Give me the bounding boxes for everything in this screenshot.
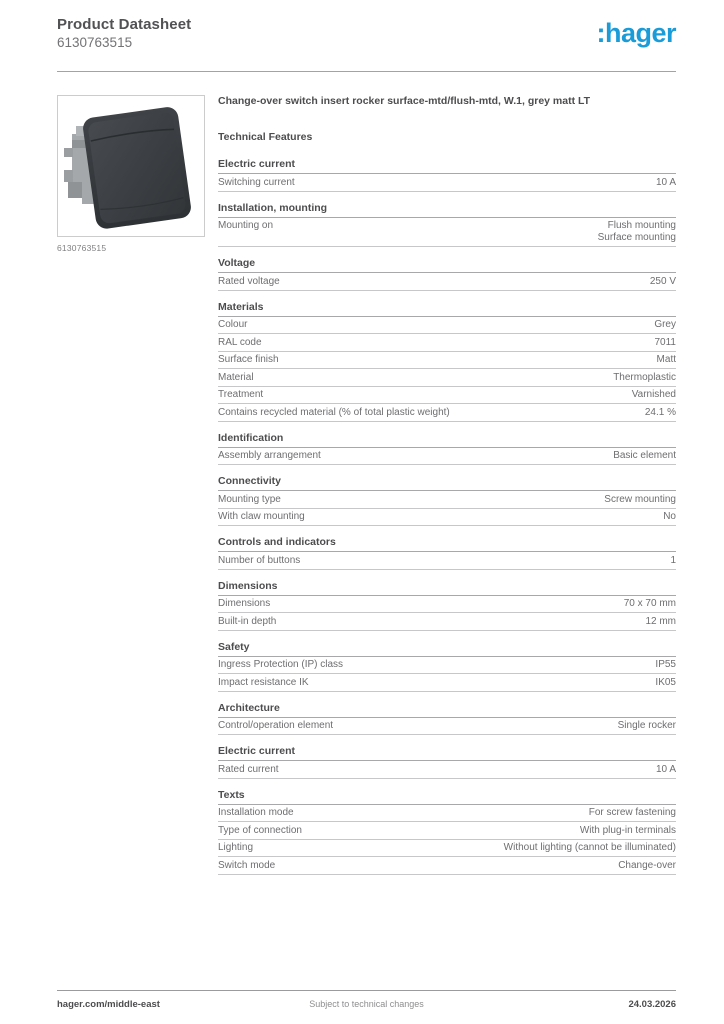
spec-label: Mounting on — [218, 220, 274, 232]
spec-row — [218, 352, 676, 370]
footer-website-link[interactable]: hager.com/middle-east — [57, 999, 160, 1010]
spec-value-line: Screw mounting — [604, 493, 676, 505]
spec-section-title: Identification — [218, 432, 676, 448]
page-footer — [57, 990, 676, 1010]
product-title: Change-over switch insert rocker surface-mtd/flush-mtd, W.1, grey matt LT — [218, 95, 591, 107]
hager-logo: :hager — [596, 18, 676, 48]
spec-value-line: With plug-in terminals — [579, 824, 676, 836]
spec-value — [580, 825, 676, 837]
footer-date: 24.03.2026 — [628, 999, 676, 1010]
spec-value — [650, 276, 676, 288]
spec-label: Switching current — [218, 176, 295, 188]
spec-section-title: Dimensions — [218, 580, 676, 596]
spec-row — [218, 657, 676, 675]
spec-value-line: 10 A — [655, 176, 676, 188]
spec-value — [654, 319, 676, 331]
spec-row — [218, 761, 676, 779]
spec-label: Contains recycled material (% of total plastic weight) — [218, 406, 450, 418]
spec-value — [604, 494, 676, 506]
spec-value — [632, 389, 676, 401]
spec-label: Switch mode — [218, 859, 276, 871]
spec-label: With claw mounting — [218, 511, 305, 523]
spec-row — [218, 857, 676, 875]
spec-label: Impact resistance IK — [218, 676, 309, 688]
spec-value-line: Varnished — [631, 389, 676, 401]
spec-section-title: Installation, mounting — [218, 202, 676, 218]
spec-value — [654, 337, 676, 349]
spec-row — [218, 334, 676, 352]
spec-section — [218, 536, 676, 570]
spec-row — [218, 509, 676, 527]
spec-label: Surface finish — [218, 354, 279, 366]
spec-row — [218, 822, 676, 840]
header-titles — [57, 16, 191, 50]
spec-value-line: 70 x 70 mm — [623, 598, 676, 610]
spec-section-title: Materials — [218, 301, 676, 317]
spec-row — [218, 369, 676, 387]
main-content — [57, 95, 676, 885]
technical-table — [218, 158, 676, 875]
spec-row — [218, 674, 676, 692]
spec-section — [218, 745, 676, 779]
spec-value — [657, 354, 676, 366]
page-header — [57, 16, 676, 50]
spec-row — [218, 718, 676, 736]
spec-label: Mounting type — [218, 493, 281, 505]
spec-value-line: Thermoplastic — [613, 371, 676, 383]
specification-column — [218, 95, 676, 885]
spec-value-line: 12 mm — [645, 615, 676, 627]
spec-row — [218, 218, 676, 248]
footer-row — [57, 999, 676, 1010]
spec-section-title: Safety — [218, 641, 676, 657]
spec-row — [218, 491, 676, 509]
spec-section-title: Controls and indicators — [218, 536, 676, 552]
spec-value — [618, 860, 676, 872]
spec-value-line: 7011 — [654, 336, 676, 348]
spec-section — [218, 158, 676, 192]
spec-section — [218, 475, 676, 526]
spec-label: Assembly arrangement — [218, 450, 321, 462]
spec-value — [645, 616, 676, 628]
spec-row — [218, 448, 676, 466]
spec-section — [218, 301, 676, 422]
spec-section-title: Electric current — [218, 158, 676, 174]
spec-section — [218, 202, 676, 248]
spec-label: Treatment — [218, 389, 264, 401]
rocker-switch-illustration — [58, 96, 205, 237]
spec-value-line: Matt — [656, 354, 676, 366]
spec-value — [613, 450, 676, 462]
spec-value-line: No — [663, 511, 676, 523]
spec-value — [656, 177, 676, 189]
spec-row — [218, 552, 676, 570]
spec-label: RAL code — [218, 336, 262, 348]
spec-row — [218, 596, 676, 614]
spec-section — [218, 432, 676, 466]
spec-value-line: 1 — [670, 554, 676, 566]
footer-divider — [57, 990, 676, 991]
spec-value — [504, 842, 676, 854]
spec-label: Rated voltage — [218, 275, 280, 287]
spec-section — [218, 580, 676, 631]
spec-label: Lighting — [218, 842, 254, 854]
spec-section — [218, 702, 676, 736]
spec-value-line: Flush mounting — [607, 220, 676, 232]
spec-label: Ingress Protection (IP) class — [218, 659, 344, 671]
spec-section-title: Voltage — [218, 257, 676, 273]
spec-value-line: 24.1 % — [644, 406, 676, 418]
spec-label: Number of buttons — [218, 554, 301, 566]
spec-row — [218, 404, 676, 422]
spec-value — [670, 555, 676, 567]
spec-section — [218, 789, 676, 875]
spec-value-line: IK05 — [655, 676, 676, 688]
spec-row — [218, 317, 676, 335]
spec-section — [218, 257, 676, 291]
footer-disclaimer: Subject to technical changes — [309, 999, 424, 1009]
spec-section-title: Electric current — [218, 745, 676, 761]
spec-value — [613, 372, 676, 384]
spec-label: Installation mode — [218, 807, 294, 819]
spec-label: Type of connection — [218, 824, 302, 836]
spec-value — [656, 764, 676, 776]
spec-value — [645, 407, 676, 419]
spec-section — [218, 641, 676, 692]
technical-features-heading: Technical Features — [218, 131, 313, 144]
spec-value — [655, 659, 676, 671]
spec-value-line: For screw fastening — [588, 807, 676, 819]
product-image — [57, 95, 205, 237]
spec-value-line: 10 A — [655, 763, 676, 775]
spec-value — [589, 807, 676, 819]
header-divider — [57, 71, 676, 72]
spec-value — [598, 220, 676, 244]
spec-value — [624, 598, 676, 610]
spec-label: Rated current — [218, 763, 279, 775]
spec-label: Control/operation element — [218, 720, 334, 732]
switch-body — [82, 106, 193, 230]
spec-row — [218, 840, 676, 858]
spec-label: Colour — [218, 319, 248, 331]
spec-value-line: Grey — [654, 319, 676, 331]
product-image-caption: 6130763515 — [57, 243, 107, 253]
spec-value-line: Basic element — [613, 450, 676, 462]
spec-value-line: Without lighting (cannot be illuminated) — [503, 842, 676, 854]
spec-value — [618, 720, 676, 732]
spec-value — [655, 677, 676, 689]
spec-row — [218, 805, 676, 823]
spec-value-line: Change-over — [618, 859, 676, 871]
spec-row — [218, 273, 676, 291]
spec-label: Material — [218, 371, 254, 383]
spec-row — [218, 613, 676, 631]
document-title: Product Datasheet — [57, 16, 192, 33]
product-image-column — [57, 95, 205, 253]
spec-section-title: Texts — [218, 789, 676, 805]
spec-value-line: IP55 — [655, 659, 676, 671]
spec-value-line: Single rocker — [617, 720, 676, 732]
spec-value-line: Surface mounting — [597, 232, 676, 244]
spec-label: Built-in depth — [218, 615, 277, 627]
document-reference-number: 6130763515 — [57, 35, 133, 50]
spec-value-line: 250 V — [649, 275, 676, 287]
spec-row — [218, 174, 676, 192]
spec-section-title: Connectivity — [218, 475, 676, 491]
spec-row — [218, 387, 676, 405]
spec-section-title: Architecture — [218, 702, 676, 718]
spec-label: Dimensions — [218, 598, 271, 610]
spec-value — [663, 511, 676, 523]
